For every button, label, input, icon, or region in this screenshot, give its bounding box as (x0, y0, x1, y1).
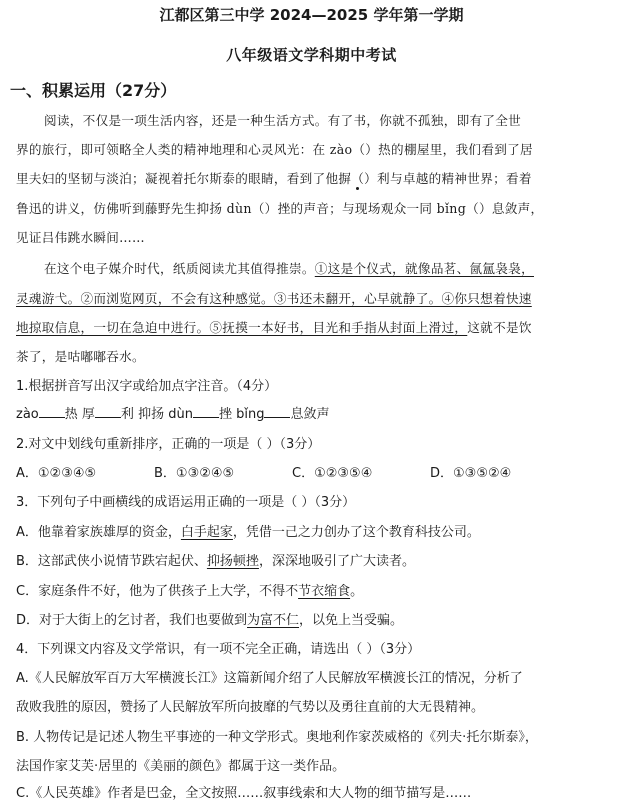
q1-tail-3: 挫 (218, 407, 232, 422)
passage1-line1: 阅读，不仅是一项生活内容，还是一种生活方式。有了书，你就不孤独，即有了全世 (44, 113, 522, 128)
q2-option-d[interactable]: D．①③⑤②④ (430, 466, 512, 481)
q3-b-idiom: 抑扬顿挫 (206, 554, 259, 569)
q3-b-post: ，深深地吸引了广大读者。 (258, 554, 415, 569)
q3-a-idiom: 白手起家 (180, 525, 233, 540)
q4-option-a-line2: 敌败我胜的原因，赞扬了人民解放军所向披靡的气势以及勇往直前的大无畏精神。 (16, 700, 485, 715)
q3-d-pre: D．对于大街上的乞讨者，我们也要做到 (16, 613, 248, 628)
underlined-sentence-3: 地掠取信息，一切在急迫中进行。⑤抚摸一本好书，目光和手指从封面上滑过， (16, 320, 468, 335)
q2-option-c[interactable]: C．①②③⑤④ (292, 466, 373, 481)
dotted-char: （ (351, 171, 365, 186)
passage1-line3 (16, 168, 611, 187)
passage2-line2 (16, 288, 611, 307)
q3-a-pre: A．他靠着家族雄厚的资金， (16, 525, 181, 540)
q1-stem: 1.根据拼音写出汉字或给加点字注音。（4分） (16, 379, 278, 394)
q1-pinyin-4: bǐng (236, 407, 265, 422)
underlined-sentence-1: ①这是个仪式，就像品茗、氤氲袅袅， (314, 261, 534, 276)
q1-items (16, 403, 611, 422)
exam-subject-title: 八年级语文学科期中考试 (226, 46, 397, 64)
q2-option-b[interactable]: B．①③②④⑤ (154, 466, 235, 481)
q3-option-d[interactable] (16, 609, 611, 628)
q3-stem: 3．下列句子中画横线的成语运用正确的一项是（ ）（3分） (16, 495, 356, 510)
underlined-sentence-2: 灵魂游弋。②而浏览网页，不会有这种感觉。③书还未翻开，心早就静了。④你只想着快速 (16, 291, 532, 306)
q3-a-post: ，凭借一己之力创办了这个教育科技公司。 (232, 525, 480, 540)
q1-item-2: 厚 (81, 407, 95, 422)
q3-d-idiom: 为富不仁 (247, 613, 300, 628)
answer-blank[interactable] (264, 405, 290, 418)
q2-stem: 2.对文中划线句重新排序，正确的一项是（ ）（3分） (16, 437, 321, 452)
q3-d-post: ，以免上当受骗。 (299, 613, 404, 628)
passage2-line1-a: 在这个电子媒介时代，纸质阅读尤其值得推崇。 (44, 261, 315, 276)
q1-pinyin-3: 抑扬 dùn (138, 407, 193, 422)
answer-blank[interactable] (193, 405, 219, 418)
passage1-line2: 界的旅行，即可领略全人类的精神地理和心灵风光：在 zào（）热的棚屋里，我们看到了居 (16, 142, 533, 157)
q3-c-pre: C．家庭条件不好，他为了供孩子上大学，不得不 (16, 584, 299, 599)
passage2-line3-b: 这就不是饮 (467, 320, 532, 335)
passage2-line3 (16, 317, 611, 336)
q4-option-c-line1[interactable]: C.《人民英雄》作者是巴金，全文按照……叙事线索和大人物的细节描写是…… (16, 786, 472, 801)
passage1-line5: 见证吕伟跳水瞬间…… (16, 230, 145, 245)
passage2-line1 (44, 258, 611, 277)
exam-school-title: 江都区第三中学 2024—2025 学年第一学期 (159, 6, 464, 24)
passage1-line4: 鲁迅的讲义，仿佛听到藤野先生抑扬 dùn（）挫的声音；与现场观众一同 bǐng（）息敛声， (16, 201, 544, 216)
q4-option-a-line1[interactable]: A.《人民解放军百万大军横渡长江》这篇新闻介绍了人民解放军横渡长江的情况，分析了 (16, 671, 523, 686)
q3-c-post: 。 (350, 584, 364, 599)
passage1-line3-a: 里夫妇的坚韧与淡泊；凝视着托尔斯泰的眼睛，看到了他摒 (16, 171, 352, 186)
q2-options (16, 462, 611, 481)
q3-option-c[interactable] (16, 580, 611, 599)
q1-tail-4: 息敛声 (290, 407, 330, 422)
answer-blank[interactable] (39, 405, 65, 418)
q4-option-b-line2: 法国作家艾芙·居里的《美丽的颜色》都属于这一类作品。 (16, 759, 346, 774)
q3-c-idiom: 节衣缩食 (298, 584, 351, 599)
section-heading: 一、积累运用（27分） (10, 81, 177, 100)
q4-option-b-line1[interactable]: B. 人物传记是记述人物生平事迹的一种文学形式。奥地利作家茨威格的《列夫·托尔斯泰》， (16, 730, 538, 745)
passage2-line4: 茶了，是咕嘟嘟吞水。 (16, 349, 145, 364)
q1-tail-1: 热 (64, 407, 78, 422)
q3-b-pre: B．这部武侠小说情节跌宕起伏、 (16, 554, 207, 569)
q3-option-b[interactable] (16, 550, 611, 569)
q4-stem: 4．下列课文内容及文学常识，有一项不完全正确，请选出（ ）（3分） (16, 642, 421, 657)
answer-blank[interactable] (95, 405, 121, 418)
q1-tail-2: 利 (120, 407, 134, 422)
q2-option-a[interactable]: A．①②③④⑤ (16, 466, 97, 481)
passage1-line3-b: ）利与卓越的精神世界；看着 (364, 171, 532, 186)
q3-option-a[interactable] (16, 521, 611, 540)
q1-pinyin-1: zào (16, 407, 39, 422)
